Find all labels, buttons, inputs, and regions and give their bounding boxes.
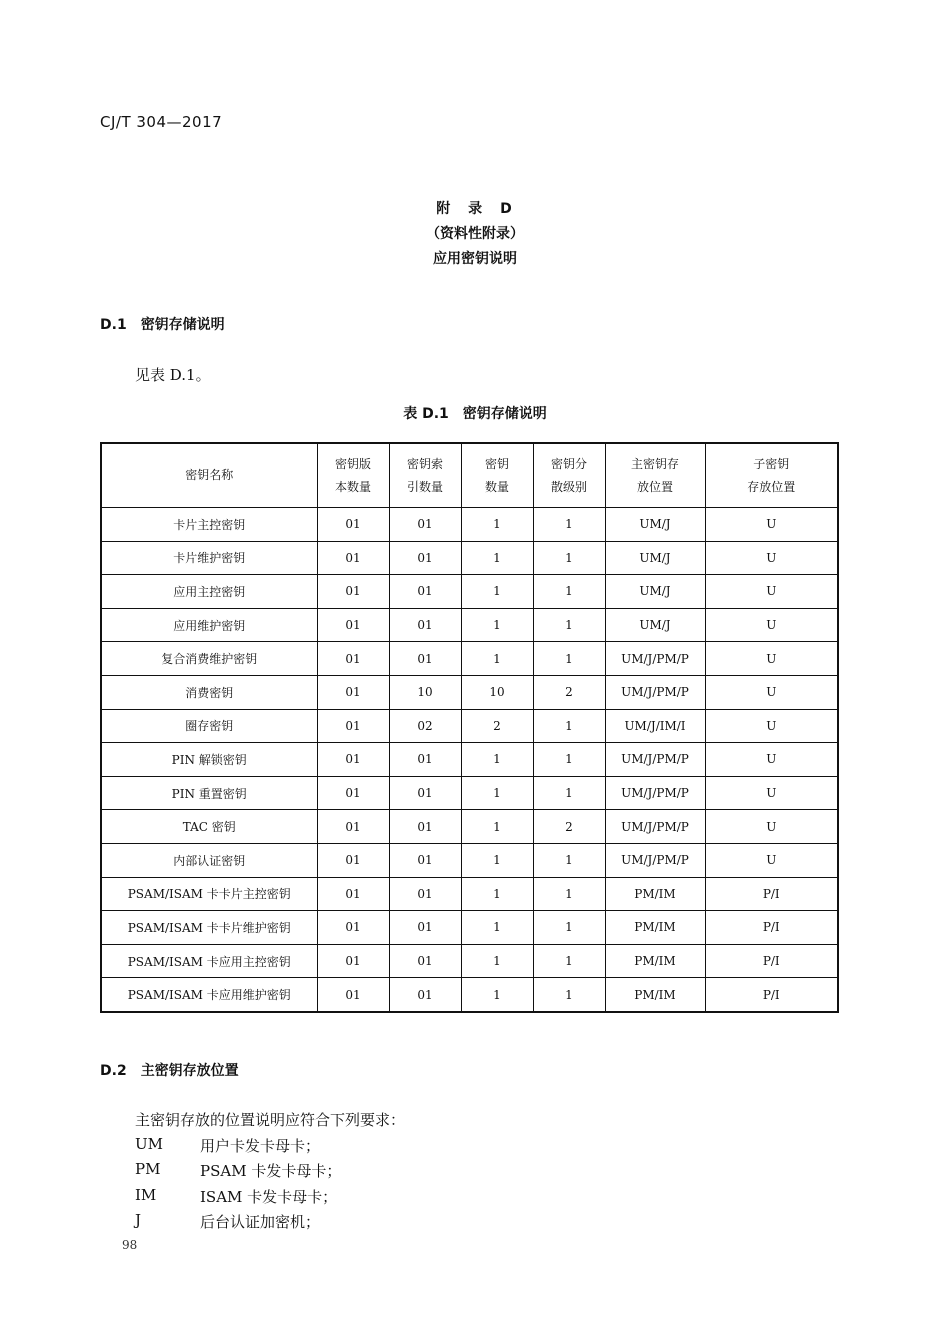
- key-name-cell: 卡片主控密钥: [101, 508, 317, 542]
- column-header: [705, 443, 838, 508]
- column-header-line: 密钥索: [406, 456, 443, 471]
- table-row: [101, 877, 838, 911]
- column-header-line: 子密钥: [753, 456, 790, 471]
- table-cell: U: [705, 608, 838, 642]
- table-cell: 01: [317, 642, 389, 676]
- column-header-line: 引数量: [406, 479, 443, 494]
- table-cell: PM/IM: [605, 978, 705, 1012]
- table-cell: 1: [533, 978, 605, 1012]
- table-cell: 1: [461, 642, 533, 676]
- table-cell: 1: [461, 877, 533, 911]
- table-cell: UM/J/IM/I: [605, 709, 705, 743]
- table-cell: 01: [389, 978, 461, 1012]
- column-header-line: 本数量: [334, 479, 371, 494]
- table-cell: 01: [389, 944, 461, 978]
- key-name-cell: 消费密钥: [101, 675, 317, 709]
- table-cell: P/I: [705, 877, 838, 911]
- table-cell: 01: [389, 575, 461, 609]
- key-storage-table: [100, 442, 839, 1013]
- table-cell: 01: [317, 978, 389, 1012]
- table-cell: 01: [317, 508, 389, 542]
- table-header-row: [101, 443, 838, 508]
- definition-desc: 用户卡发卡母卡；: [200, 1137, 321, 1155]
- definition-term: J: [135, 1211, 142, 1229]
- table-cell: 02: [389, 709, 461, 743]
- table-cell: 01: [389, 642, 461, 676]
- key-name-cell: 内部认证密钥: [101, 843, 317, 877]
- column-header: [317, 443, 389, 508]
- table-row: [101, 675, 838, 709]
- table-cell: UM/J: [605, 575, 705, 609]
- table-cell: 01: [389, 743, 461, 777]
- table-cell: 1: [461, 843, 533, 877]
- table-row: [101, 776, 838, 810]
- table-row: [101, 709, 838, 743]
- table-cell: 01: [317, 608, 389, 642]
- page-number: 98: [122, 1238, 138, 1252]
- section-title: 密钥存储说明: [140, 317, 225, 333]
- section-d1-heading: [100, 314, 225, 334]
- table-cell: 01: [389, 541, 461, 575]
- table-cell: 01: [389, 608, 461, 642]
- table-cell: 01: [317, 810, 389, 844]
- table-cell: 1: [533, 608, 605, 642]
- table-cell: U: [705, 508, 838, 542]
- table-cell: U: [705, 776, 838, 810]
- column-header: [389, 443, 461, 508]
- column-header-line: 数量: [484, 479, 509, 494]
- table-row: [101, 843, 838, 877]
- table-cell: UM/J/PM/P: [605, 642, 705, 676]
- key-name-cell: PSAM/ISAM 卡卡片主控密钥: [101, 877, 317, 911]
- table-cell: 01: [317, 944, 389, 978]
- table-cell: 1: [533, 743, 605, 777]
- table-cell: UM/J/PM/P: [605, 743, 705, 777]
- section-d2-intro: 主密钥存放的位置说明应符合下列要求：: [135, 1111, 406, 1129]
- column-header-line: 散级别: [550, 479, 587, 494]
- section-title: 主密钥存放位置: [140, 1063, 239, 1079]
- table-cell: 1: [461, 944, 533, 978]
- table-cell: 01: [317, 877, 389, 911]
- table-cell: 2: [461, 709, 533, 743]
- key-name-cell: PIN 解锁密钥: [101, 743, 317, 777]
- table-cell: 1: [533, 843, 605, 877]
- column-header-line: 密钥分: [550, 456, 587, 471]
- table-row: [101, 810, 838, 844]
- table-cell: P/I: [705, 944, 838, 978]
- appendix-type: （资料性附录）: [426, 226, 524, 242]
- table-cell: 01: [317, 675, 389, 709]
- table-row: [101, 541, 838, 575]
- table-cell: U: [705, 810, 838, 844]
- table-cell: UM/J/PM/P: [605, 843, 705, 877]
- definition-term: IM: [135, 1186, 157, 1204]
- table-cell: PM/IM: [605, 911, 705, 945]
- table-cell: 01: [317, 541, 389, 575]
- key-name-cell: 复合消费维护密钥: [101, 642, 317, 676]
- table-cell: PM/IM: [605, 877, 705, 911]
- table-cell: UM/J: [605, 541, 705, 575]
- key-name-cell: 应用主控密钥: [101, 575, 317, 609]
- table-cell: 1: [461, 575, 533, 609]
- column-header-line: 密钥: [484, 456, 509, 471]
- table-cell: U: [705, 709, 838, 743]
- column-header-line: 存放位置: [747, 479, 796, 494]
- table-cell: 01: [317, 776, 389, 810]
- table-cell: 1: [461, 978, 533, 1012]
- key-name-cell: PSAM/ISAM 卡应用维护密钥: [101, 978, 317, 1012]
- table-cell: 1: [461, 608, 533, 642]
- column-header: [461, 443, 533, 508]
- table-cell: 1: [533, 709, 605, 743]
- table-cell: 1: [533, 776, 605, 810]
- key-name-cell: PSAM/ISAM 卡卡片维护密钥: [101, 911, 317, 945]
- table-cell: 01: [317, 743, 389, 777]
- table-cell: 01: [389, 810, 461, 844]
- section-number: D.1: [100, 317, 127, 333]
- table-cell: 10: [389, 675, 461, 709]
- table-cell: 01: [389, 911, 461, 945]
- key-name-cell: 应用维护密钥: [101, 608, 317, 642]
- table-cell: 10: [461, 675, 533, 709]
- table-cell: 1: [533, 877, 605, 911]
- table-row: [101, 642, 838, 676]
- column-header-line: 密钥名称: [185, 468, 234, 482]
- table-cell: U: [705, 575, 838, 609]
- definition-desc: 后台认证加密机；: [200, 1213, 321, 1231]
- column-header-line: 放位置: [636, 479, 673, 494]
- table-cell: 1: [461, 810, 533, 844]
- table-cell: P/I: [705, 911, 838, 945]
- table-cell: 2: [533, 810, 605, 844]
- table-cell: 1: [533, 575, 605, 609]
- table-row: [101, 608, 838, 642]
- table-cell: 01: [317, 575, 389, 609]
- table-cell: 1: [461, 508, 533, 542]
- column-header: [101, 443, 317, 508]
- table-cell: P/I: [705, 978, 838, 1012]
- table-cell: 1: [533, 508, 605, 542]
- table-row: [101, 508, 838, 542]
- definition-term: PM: [135, 1160, 161, 1178]
- table-cell: U: [705, 675, 838, 709]
- key-name-cell: TAC 密钥: [101, 810, 317, 844]
- table-cell: UM/J: [605, 508, 705, 542]
- table-cell: UM/J/PM/P: [605, 776, 705, 810]
- table-cell: 01: [389, 843, 461, 877]
- key-name-cell: 卡片维护密钥: [101, 541, 317, 575]
- section-d1-text: 见表 D.1。: [135, 366, 211, 384]
- table-cell: 2: [533, 675, 605, 709]
- table-cell: 01: [389, 877, 461, 911]
- table-caption: 表 D.1 密钥存储说明: [403, 406, 547, 422]
- table-cell: UM/J/PM/P: [605, 675, 705, 709]
- table-cell: 1: [461, 743, 533, 777]
- column-header-line: 密钥版: [334, 456, 371, 471]
- column-header: [533, 443, 605, 508]
- table-cell: 1: [461, 911, 533, 945]
- table-cell: UM/J/PM/P: [605, 810, 705, 844]
- table-row: [101, 944, 838, 978]
- table-cell: 01: [317, 911, 389, 945]
- table-cell: 1: [533, 642, 605, 676]
- column-header: [605, 443, 705, 508]
- table-row: [101, 911, 838, 945]
- section-number: D.2: [100, 1063, 127, 1079]
- table-cell: 01: [317, 709, 389, 743]
- section-d2-heading: [100, 1060, 239, 1080]
- table-cell: U: [705, 843, 838, 877]
- key-name-cell: PSAM/ISAM 卡应用主控密钥: [101, 944, 317, 978]
- table-cell: PM/IM: [605, 944, 705, 978]
- table-cell: U: [705, 541, 838, 575]
- table-cell: 1: [533, 944, 605, 978]
- table-row: [101, 743, 838, 777]
- table-cell: 1: [461, 541, 533, 575]
- column-header-line: 主密钥存: [630, 456, 679, 471]
- definition-term: UM: [135, 1135, 164, 1153]
- definition-desc: PSAM 卡发卡母卡；: [200, 1162, 342, 1180]
- key-name-cell: 圈存密钥: [101, 709, 317, 743]
- standard-code: CJ/T 304—2017: [100, 113, 223, 131]
- table-cell: 01: [317, 843, 389, 877]
- table-cell: 1: [533, 911, 605, 945]
- table-cell: 01: [389, 508, 461, 542]
- table-cell: 01: [389, 776, 461, 810]
- table-cell: U: [705, 642, 838, 676]
- table-cell: 1: [461, 776, 533, 810]
- table-row: [101, 978, 838, 1012]
- table-cell: UM/J: [605, 608, 705, 642]
- table-row: [101, 575, 838, 609]
- appendix-title: 附 录 D: [436, 201, 514, 217]
- key-name-cell: PIN 重置密钥: [101, 776, 317, 810]
- table-cell: U: [705, 743, 838, 777]
- table-cell: 1: [533, 541, 605, 575]
- appendix-name: 应用密钥说明: [433, 251, 517, 267]
- definition-desc: ISAM 卡发卡母卡；: [200, 1188, 338, 1206]
